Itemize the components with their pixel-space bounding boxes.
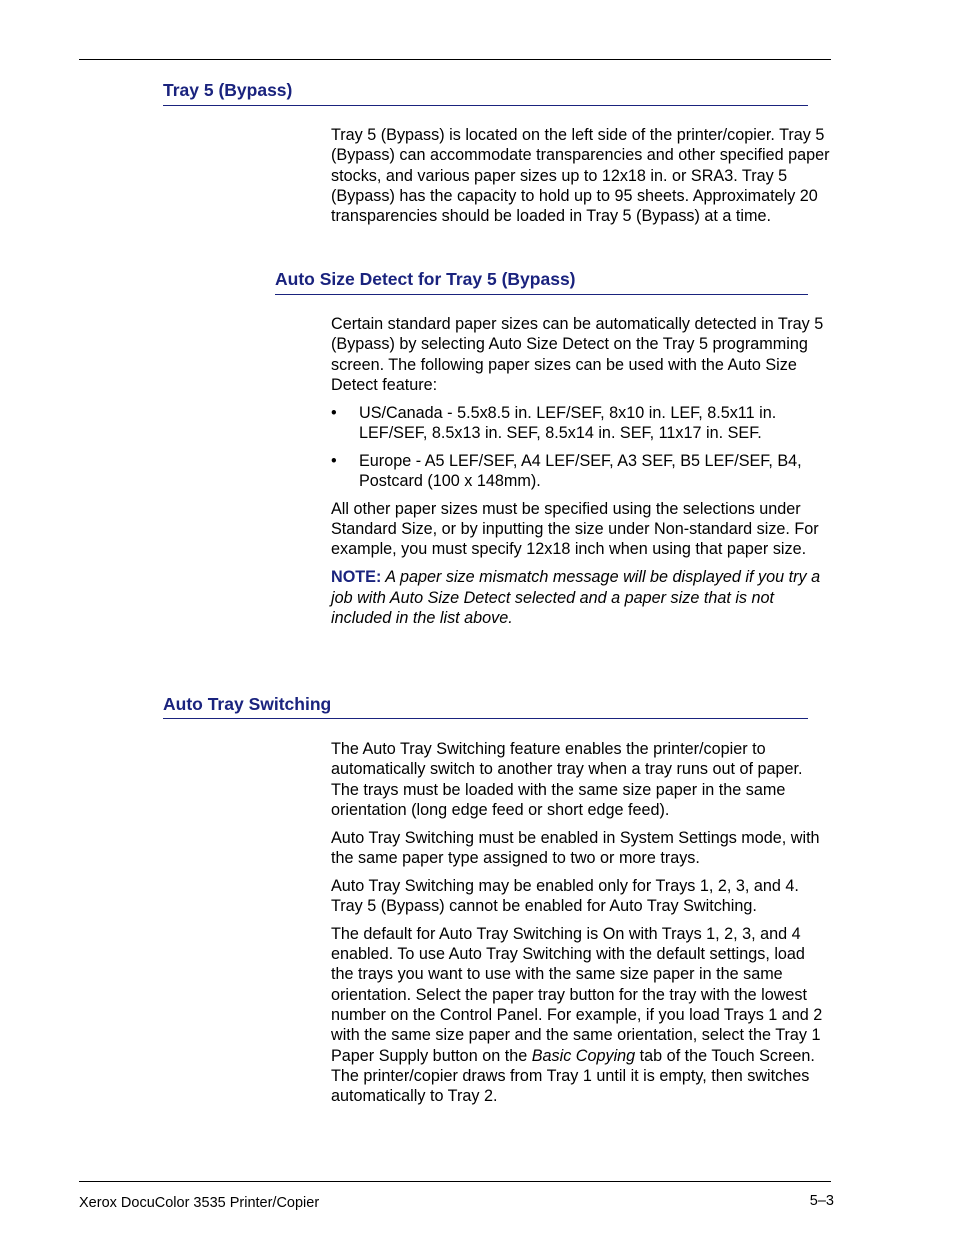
heading-rule (163, 105, 808, 106)
heading-rule (275, 294, 808, 295)
heading-auto-size-detect: Auto Size Detect for Tray 5 (Bypass) (275, 269, 576, 289)
heading-auto-tray-switching: Auto Tray Switching (163, 694, 332, 714)
paragraph: Auto Tray Switching must be enabled in System Settings mode, with the same paper type assigned to two or more trays. (331, 828, 820, 867)
text-run: The default for Auto Tray Switching is On with Trays 1, 2, 3, and 4 enabled. To use Auto Tray Switching with the default settings, load the trays you want to use with the same size paper in the same orientation. Select the paper tray button for the tray with the lowest number on the Control Panel. For example, if you load Trays 1 and 2 with the same size paper and the same orientation, select the Tray 1 Paper Supply button on the (331, 924, 823, 1065)
note-text: A paper size mismatch message will be displayed if you try a job with Auto Size Detect selected and a paper size that is not included in the list above. (331, 568, 821, 627)
paragraph: The Auto Tray Switching feature enables the printer/copier to automatically switch to another tray when a tray runs out of paper. The trays must be loaded with the same size paper in the same orientation (long edge feed or short edge feed). (331, 740, 803, 819)
paragraph (331, 924, 831, 1107)
section-auto-size-body (331, 314, 831, 636)
paper-size-list (331, 403, 831, 492)
heading-tray5-bypass: Tray 5 (Bypass) (163, 80, 293, 100)
paragraph: Auto Tray Switching may be enabled only for Trays 1, 2, 3, and 4. Tray 5 (Bypass) cannot be enabled for Auto Tray Switching. (331, 876, 799, 916)
list-item-text: US/Canada - 5.5x8.5 in. LEF/SEF, 8x10 in. LEF, 8.5x11 in. LEF/SEF, 8.5x13 in. SEF, 8.5x14 in. SEF, 11x17 in. SEF. (359, 403, 777, 442)
paragraph: Certain standard paper sizes can be automatically detected in Tray 5 (Bypass) by selecting Auto Size Detect on the Tray 5 programming screen. The following paper sizes can be used with the Auto Size Detect feature: (331, 315, 824, 394)
emphasis-basic-copying: Basic Copying (531, 1046, 636, 1065)
top-rule (79, 59, 831, 60)
footer-rule (79, 1181, 831, 1182)
page-number: 5–3 (809, 1193, 834, 1209)
paragraph: Tray 5 (Bypass) is located on the left side of the printer/copier. Tray 5 (Bypass) can accommodate transparencies and other specified paper stocks, and various paper sizes up to 12x18 in. or SRA3. Tray 5 (Bypass) has the capacity to hold up to 95 sheets. Approximately 20 transparencies should be loaded in Tray 5 (Bypass) at a time. (331, 126, 830, 226)
paragraph: All other paper sizes must be specified using the selections under Standard Size, or by inputting the size under Non-standard size. For example, you must specify 12x18 inch when using that paper size. (331, 499, 819, 559)
section-tray5-body (331, 125, 831, 234)
list-item-text: Europe - A5 LEF/SEF, A4 LEF/SEF, A3 SEF, B5 LEF/SEF, B4, Postcard (100 x 148mm). (359, 451, 802, 491)
bullet-icon: • (331, 403, 337, 422)
list-item (331, 451, 831, 492)
section-auto-tray-body (331, 739, 831, 1114)
list-item (331, 403, 831, 444)
heading-rule (163, 718, 808, 719)
text-run: tab of the Touch Screen. The printer/copier draws from Tray 1 until it is empty, then switches automatically to Tray 2. (331, 1046, 815, 1106)
footer-title: Xerox DocuColor 3535 Printer/Copier (79, 1195, 320, 1211)
note-label: NOTE: (331, 568, 382, 587)
note (331, 567, 831, 628)
bullet-icon: • (331, 451, 337, 470)
